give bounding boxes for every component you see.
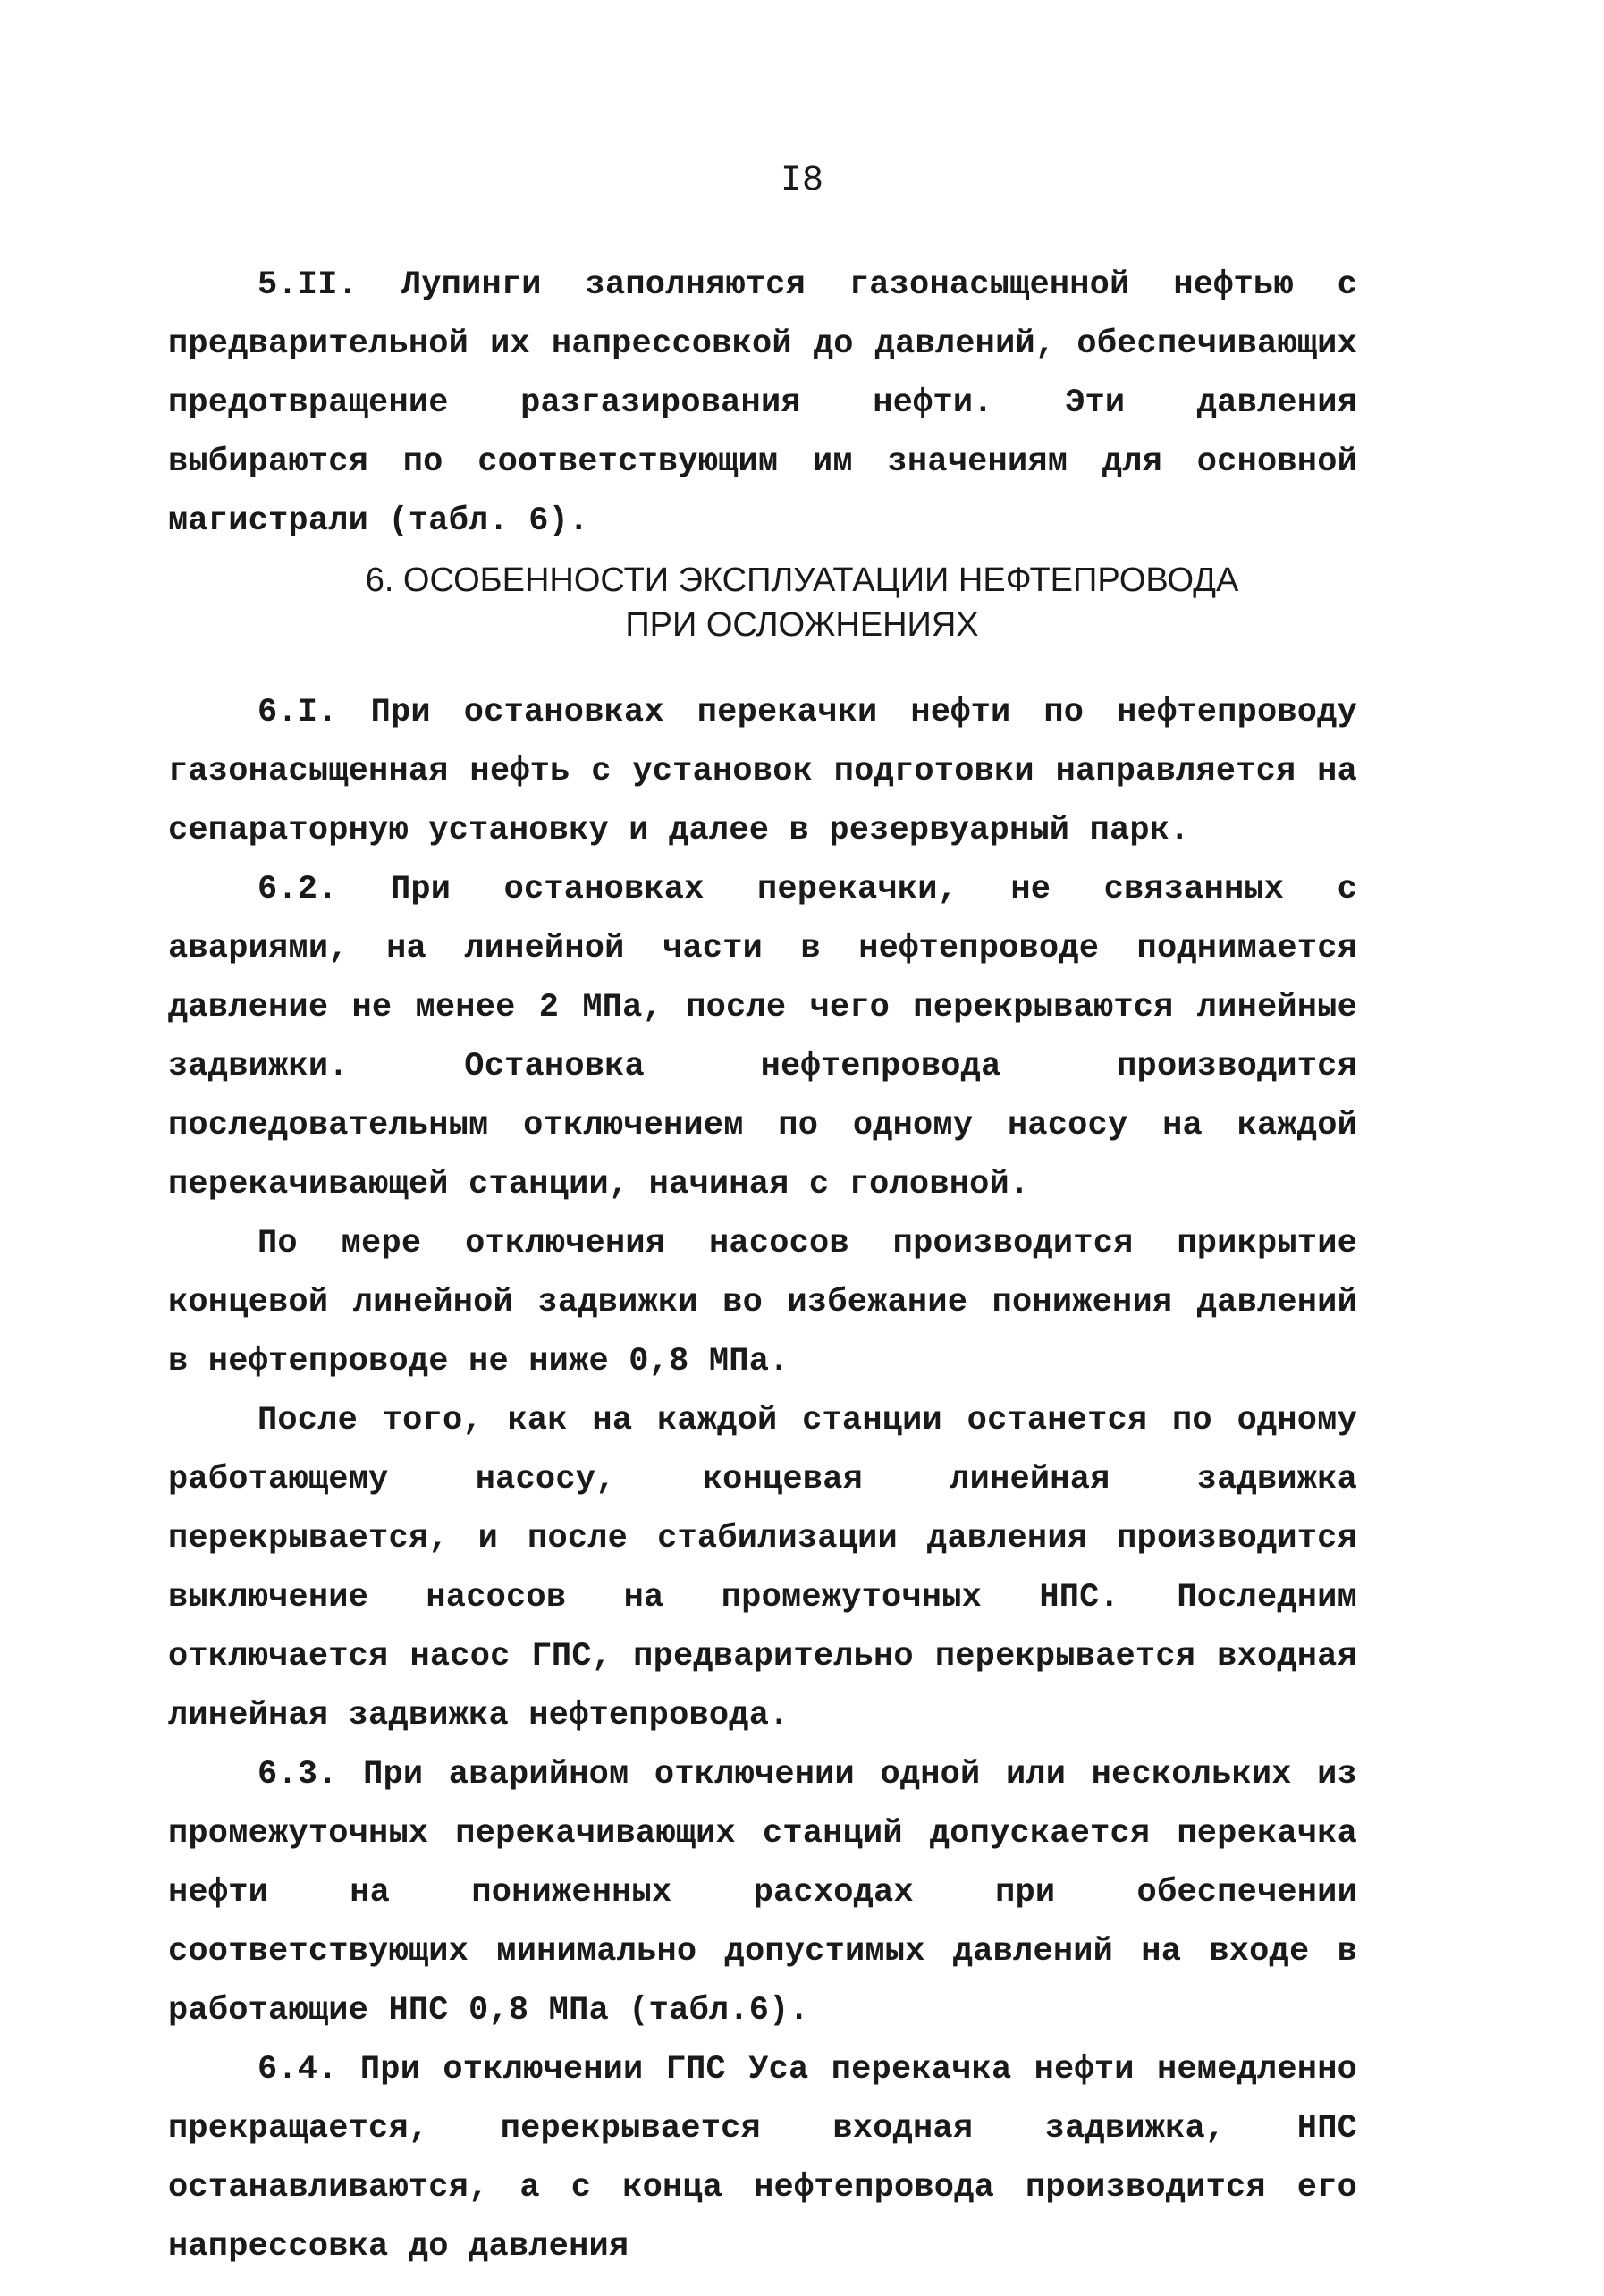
page-number: I8 xyxy=(780,161,823,201)
paragraph-5-11: 5.II. Лупинги заполняются газонасыщенной нефтью с предварительной их напрессовкой до давлений, обеспечивающих предотвращение разгазирования нефти. Эти давления выбираются по соответствующим им значениям для основной магистрали (табл. 6). xyxy=(168,266,1357,540)
section-6-text xyxy=(168,683,1357,2276)
paragraph-6-2: 6.2. При остановках перекачки, не связанных с авариями, на линейной части в нефтепроводе поднимается давление не менее 2 МПа, после чего перекрываются линейные задвижки. Остановка нефтепровода производится последовательным отключением по одному насосу на каждой перекачивающей станции, начиная с головной. xyxy=(168,871,1357,1203)
section-5-text xyxy=(168,256,1357,551)
heading-line-2: ПРИ ОСЛОЖНЕНИЯХ xyxy=(625,606,979,644)
paragraph-6-4: 6.4. При отключении ГПС Уса перекачка нефти немедленно прекращается, перекрывается входная задвижка, НПС останавливаются, а с конца нефтепровода производится его напрессовка до давления xyxy=(168,2051,1357,2266)
paragraph-6-1: 6.I. При остановках перекачки нефти по нефтепроводу газонасыщенная нефть с установок подготовки направляется на сепараторную установку и далее в резервуарный парк. xyxy=(168,694,1357,849)
paragraph-6-2-final: После того, как на каждой станции останется по одному работающему насосу, концевая линейная задвижка перекрывается, и после стабилизации давления производится выключение насосов на промежуточных НПС. Последним отключается насос ГПС, предварительно перекрывается входная линейная задвижка нефтепровода. xyxy=(168,1402,1357,1735)
section-6-heading xyxy=(0,558,1604,647)
heading-line-1: 6. ОСОБЕННОСТИ ЭКСПЛУАТАЦИИ НЕФТЕПРОВОДА xyxy=(365,561,1239,599)
paragraph-6-2-continued: По мере отключения насосов производится прикрытие концевой линейной задвижки во избежание понижения давлений в нефтепроводе не ниже 0,8 МПа. xyxy=(168,1225,1357,1380)
paragraph-6-3: 6.3. При аварийном отключении одной или нескольких из промежуточных перекачивающих станций допускается перекачка нефти на пониженных расходах при обеспечении соответствующих минимально допустимых давлений на входе в работающие НПС 0,8 МПа (табл.6). xyxy=(168,1756,1357,2030)
